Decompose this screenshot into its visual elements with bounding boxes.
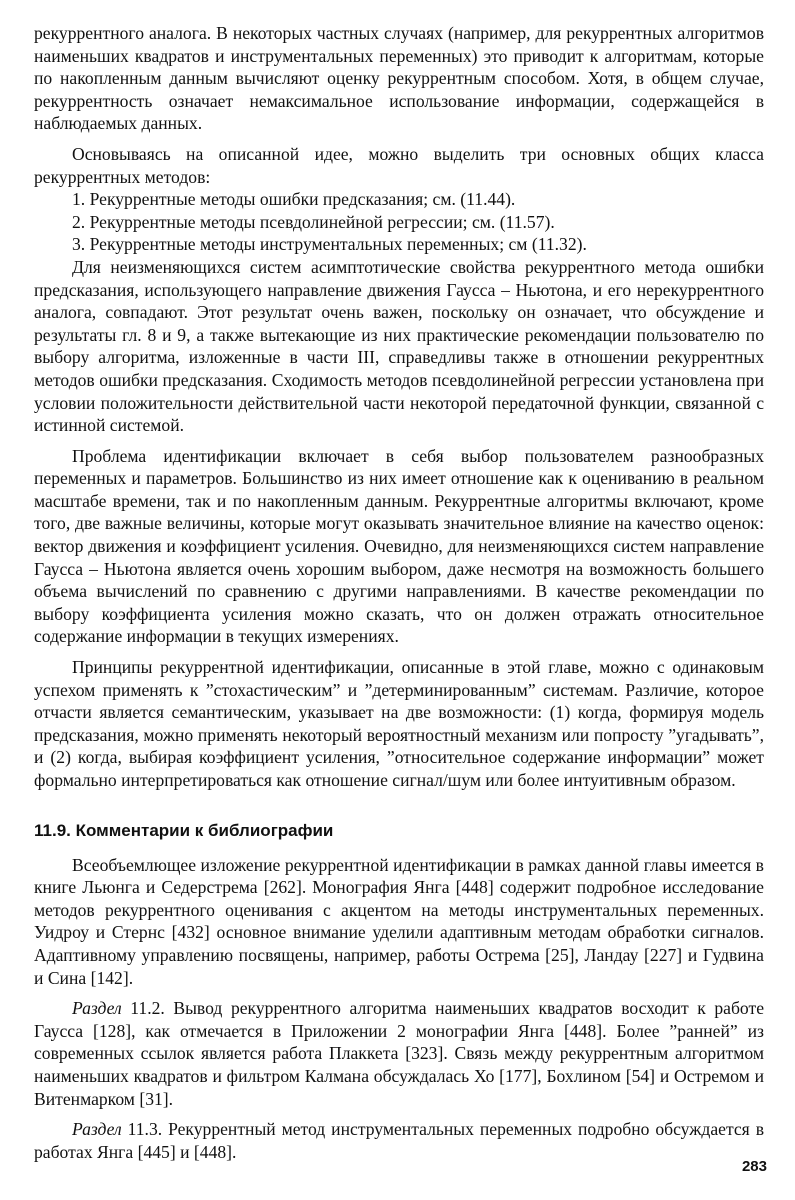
paragraph-continuation: рекуррентного аналога. В некоторых частных случаях (например, для рекуррентных алгоритмов наименьших квадратов и инструментальных переменных) это приводит к алгоритмам, которые по накопленным данным вычисляют оценку рекуррентным способом. Хотя, в общем случае, рекуррентность означает немаксимальное использование информации, содержащейся в наблюдаемых данных.: [34, 23, 764, 134]
spacer: [34, 842, 764, 854]
spacer: [34, 437, 764, 445]
section-label: Раздел: [72, 998, 122, 1019]
spacer: [34, 792, 764, 820]
spacer: [34, 135, 764, 143]
paragraph-method-classes: Основываясь на описанной идее, можно выделить три основных общих класса рекуррентных методов:: [34, 143, 764, 187]
spacer: [34, 989, 764, 997]
paragraph-asymptotic-properties: Для неизменяющихся систем асимптотические свойства рекуррентного метода ошибки предсказания, использующего направление движения Гаусса – Ньютона, и его нерекуррентного аналога, совпадают. Этот результат очень важен, поскольку он означает, что обсуждение и результаты гл. 8 и 9, а также вытекающие из них практические рекомендации пользователю по выбору алгоритма, изложенные в части III, справедливы также в отношении рекуррентных методов ошибки предсказания. Сходимость методов псевдолинейной регрессии установлена при условии положительности действительной части некоторой передаточной функции, связанной с истинной системой.: [34, 256, 764, 436]
paragraph-section-11-2: [34, 997, 764, 1110]
paragraph-identification-problem: Проблема идентификации включает в себя выбор пользователем разнообразных переменных и параметров. Большинство из них имеет отношение как к оцениванию в реальном масштабе времени, так и по накопленным данным. Рекуррентные алгоритмы включают, кроме того, две важные величины, которые могут оказывать значительное влияние на качество оценок: вектор движения и коэффициент усиления. Очевидно, для неизменяющихся систем направление Гаусса – Ньютона является очень хорошим выбором, даже несмотря на возможность большего объема вычислений по сравнению с другими направлениями. В качестве рекомендации по выбору коэффициента усиления можно сказать, что он должен отражать относительное содержание информации в текущих измерениях.: [34, 445, 764, 647]
page-body: [34, 22, 764, 1163]
paragraph-principles: Принципы рекуррентной идентификации, описанные в этой главе, можно с одинаковым успехом применять к ”стохастическим” и ”детерминированным” системам. Различие, которое отчасти является семантическим, указывает на две возможности: (1) когда, формируя модель предсказания, можно применять некоторый вероятностный механизм или попросту ”угадывать”, и (2) когда, выбирая коэффициент усиления, ”относительное содержание информации” может формально интерпретироваться как отношение сигнал/шум или более интуитивным образом.: [34, 657, 764, 790]
paragraph-bibliography-overview: Всеобъемлющее изложение рекуррентной идентификации в рамках данной главы имеется в книге Льюнга и Седерстрема [262]. Монография Янга [448] содержит подробное исследование методов рекуррентного оценивания с акцентом на методы инструментальных переменных. Уидроу и Стернс [432] основное внимание уделили адаптивным методам обработки сигналов. Адаптивному управлению посвящены, например, работы Острема [25], Ландау [227] и Гудвина и Сина [142].: [34, 854, 764, 988]
section-heading: 11.9. Комментарии к библиографии: [34, 820, 334, 840]
spacer: [34, 648, 764, 656]
spacer: [34, 1110, 764, 1118]
section-11-2-text: 11.2. Вывод рекуррентного алгоритма наименьших квадратов восходит к работе Гаусса [128], как отмечается в Приложении 2 монографии Янга [448]. Более ”ранней” из современных ссылок является работа Плаккета [323]. Связь между рекуррентным алгоритмом наименьших квадратов и фильтром Калмана обсуждалась Хо [177], Бохлином [54] и Остремом и Витенмарком [31].: [34, 998, 764, 1109]
section-11-3-text: 11.3. Рекуррентный метод инструментальных переменных подробно обсуждается в работах Янга [445] и [448].: [34, 1119, 764, 1162]
list-item-instrumental-variables: 3. Рекуррентные методы инструментальных переменных; см (11.32).: [72, 234, 587, 255]
list-item-prediction-error: 1. Рекуррентные методы ошибки предсказания; см. (11.44).: [72, 189, 516, 210]
page-number: 283: [741, 1158, 767, 1175]
section-label: Раздел: [72, 1119, 122, 1140]
paragraph-section-11-3: [34, 1118, 764, 1163]
list-item-pseudolinear-regression: 2. Рекуррентные методы псевдолинейной регрессии; см. (11.57).: [72, 211, 555, 232]
